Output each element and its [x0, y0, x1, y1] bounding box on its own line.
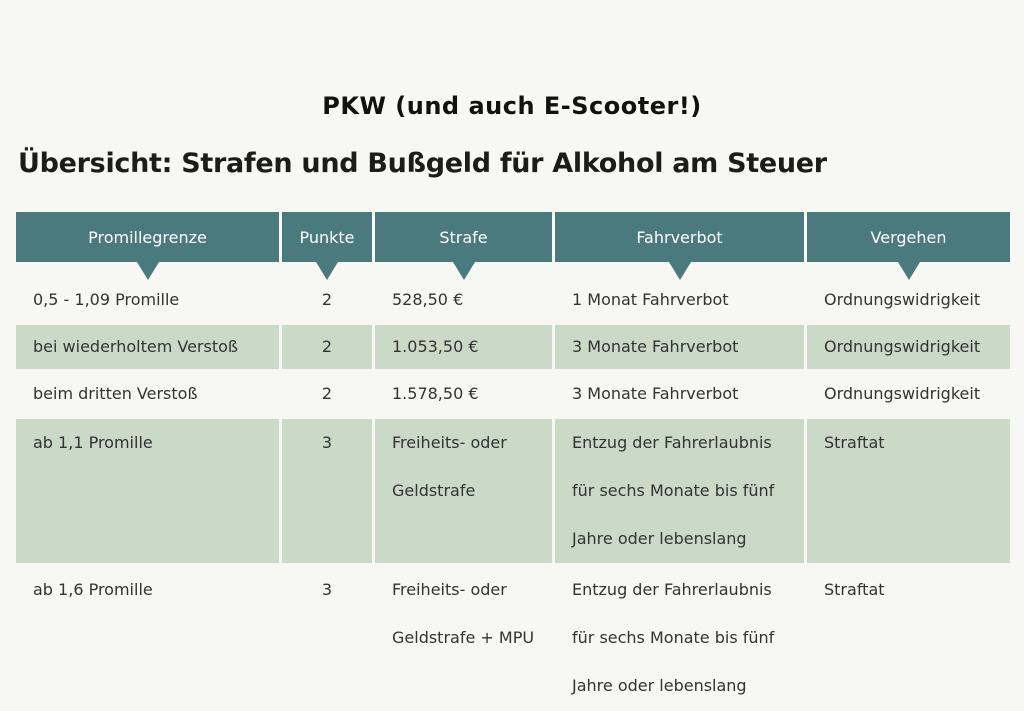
cell-vergehen: Ordnungswidrigkeit — [807, 325, 1010, 369]
cell-strafe — [375, 419, 555, 563]
cell-strafe-line: 1.053,50 € — [392, 337, 479, 356]
cell-strafe-line: Geldstrafe + MPU — [392, 628, 535, 647]
page-heading: PKW (und auch E-Scooter!) — [322, 92, 702, 120]
cell-fahrverbot-line: 3 Monate Fahrverbot — [572, 384, 739, 403]
cell-fahrverbot — [555, 566, 807, 710]
cell-fahrverbot-line: Entzug der Fahrerlaubnis — [572, 433, 772, 452]
cell-strafe — [375, 278, 555, 322]
header-label: Fahrverbot — [636, 227, 723, 247]
cell-fahrverbot-line: 3 Monate Fahrverbot — [572, 337, 739, 356]
table-row — [16, 372, 1010, 416]
header-promillegrenze — [16, 212, 282, 262]
header-label: Strafe — [439, 227, 488, 247]
cell-promille: 0,5 - 1,09 Promille — [16, 278, 282, 322]
header-vergehen — [807, 212, 1010, 262]
header-fahrverbot — [555, 212, 807, 262]
down-arrow-icon — [453, 262, 475, 280]
table-header-row — [16, 212, 1010, 262]
table-row — [16, 322, 1010, 372]
cell-fahrverbot-line: 1 Monat Fahrverbot — [572, 290, 729, 309]
header-label: Promillegrenze — [88, 227, 207, 247]
table-row — [16, 416, 1010, 566]
cell-punkte: 2 — [282, 372, 375, 416]
cell-strafe-line: 528,50 € — [392, 290, 464, 309]
cell-promille: ab 1,6 Promille — [16, 566, 282, 710]
cell-strafe — [375, 566, 555, 710]
cell-promille: ab 1,1 Promille — [16, 419, 282, 563]
cell-strafe-line: Geldstrafe — [392, 481, 476, 500]
cell-fahrverbot — [555, 325, 807, 369]
cell-promille: beim dritten Verstoß — [16, 372, 282, 416]
cell-punkte: 2 — [282, 278, 375, 322]
cell-promille: bei wiederholtem Verstoß — [16, 325, 282, 369]
cell-strafe-line: 1.578,50 € — [392, 384, 479, 403]
cell-fahrverbot-line: Jahre oder lebenslang — [572, 529, 747, 548]
cell-fahrverbot-line: für sechs Monate bis fünf — [572, 628, 775, 647]
cell-strafe — [375, 372, 555, 416]
table-row — [16, 566, 1010, 710]
cell-fahrverbot — [555, 278, 807, 322]
cell-vergehen: Ordnungswidrigkeit — [824, 384, 981, 403]
down-arrow-icon — [316, 262, 338, 280]
cell-vergehen: Ordnungswidrigkeit — [824, 290, 981, 309]
down-arrow-icon — [898, 262, 920, 280]
cell-punkte: 3 — [282, 419, 375, 563]
cell-vergehen: Straftat — [807, 419, 1010, 563]
down-arrow-icon — [137, 262, 159, 280]
cell-vergehen: Straftat — [824, 580, 885, 599]
page-subtitle: Übersicht: Strafen und Bußgeld für Alkohol am Steuer — [18, 148, 827, 179]
cell-fahrverbot — [555, 372, 807, 416]
header-punkte — [282, 212, 375, 262]
cell-strafe-line: Freiheits- oder — [392, 433, 507, 452]
cell-fahrverbot-line: Entzug der Fahrerlaubnis — [572, 580, 772, 599]
header-strafe — [375, 212, 555, 262]
cell-fahrverbot-line: für sechs Monate bis fünf — [572, 481, 775, 500]
penalty-table — [16, 212, 1010, 710]
header-label: Punkte — [299, 227, 355, 247]
header-label: Vergehen — [870, 227, 947, 247]
cell-strafe-line: Freiheits- oder — [392, 580, 507, 599]
cell-punkte: 2 — [282, 325, 375, 369]
cell-punkte: 3 — [282, 566, 375, 710]
cell-fahrverbot-line: Jahre oder lebenslang — [572, 676, 747, 695]
table-row — [16, 278, 1010, 322]
down-arrow-icon — [669, 262, 691, 280]
cell-strafe — [375, 325, 555, 369]
cell-fahrverbot — [555, 419, 807, 563]
